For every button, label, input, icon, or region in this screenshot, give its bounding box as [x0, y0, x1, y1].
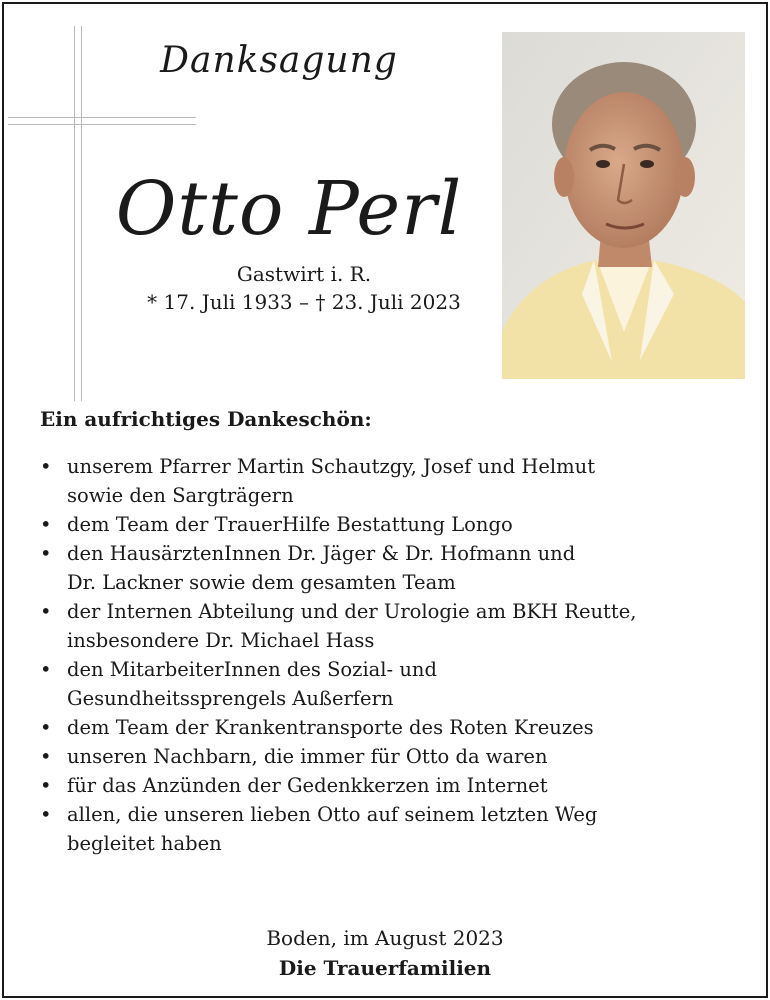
list-item-text: dem Team der Krankentransporte des Roten Kreuzes [67, 716, 594, 739]
list-item [40, 800, 720, 858]
list-item-text: der Internen Abteilung und der Urologie am BKH Reutte, [67, 600, 637, 623]
life-dates: * 17. Juli 1933 – † 23. Juli 2023 [147, 290, 461, 314]
deceased-name: Otto Perl [115, 166, 463, 252]
cross-ornament-horizontal [8, 117, 196, 118]
signature: Die Trauerfamilien [278, 956, 492, 980]
bullet-icon: • [40, 513, 52, 536]
bullet-icon: • [40, 745, 52, 768]
portrait-photo [502, 32, 745, 379]
place-date: Boden, im August 2023 [266, 926, 504, 950]
portrait-illustration [502, 32, 745, 379]
bullet-icon: • [40, 774, 52, 797]
list-item-text: dem Team der TrauerHilfe Bestattung Longo [67, 513, 513, 536]
bullet-icon: • [40, 803, 52, 826]
list-item-text: sowie den Sargträgern [67, 484, 294, 507]
bullet-icon: • [40, 658, 52, 681]
list-item [40, 539, 720, 597]
list-item [40, 452, 720, 510]
page-title: Danksagung [160, 40, 398, 81]
bullet-icon: • [40, 600, 52, 623]
list-item-text: allen, die unseren lieben Otto auf seinem letzten Weg [67, 803, 598, 826]
bullet-icon: • [40, 716, 52, 739]
list-item [40, 771, 720, 800]
list-item [40, 510, 720, 539]
cross-ornament-vertical-2 [81, 26, 82, 401]
list-item-text: insbesondere Dr. Michael Hass [67, 629, 375, 652]
profession: Gastwirt i. R. [236, 262, 372, 286]
list-item-text: den HausärztenInnen Dr. Jäger & Dr. Hofmann und [67, 542, 576, 565]
list-item-text: unseren Nachbarn, die immer für Otto da waren [67, 745, 548, 768]
cross-ornament-vertical [74, 26, 75, 401]
obituary-frame [2, 2, 768, 998]
list-item-text: für das Anzünden der Gedenkkerzen im Internet [67, 774, 548, 797]
cross-ornament-horizontal-2 [8, 124, 196, 125]
list-item-text: den MitarbeiterInnen des Sozial- und [67, 658, 437, 681]
list-item [40, 655, 720, 713]
list-item [40, 742, 720, 771]
thanks-heading: Ein aufrichtiges Dankeschön: [40, 407, 372, 431]
bullet-icon: • [40, 542, 52, 565]
list-item-text: Dr. Lackner sowie dem gesamten Team [67, 571, 456, 594]
list-item-text: begleitet haben [67, 832, 222, 855]
list-item [40, 713, 720, 742]
list-item [40, 597, 720, 655]
bullet-icon: • [40, 455, 52, 478]
list-item-text: Gesundheitssprengels Außerfern [67, 687, 394, 710]
list-item-text: unserem Pfarrer Martin Schautzgy, Josef und Helmut [67, 455, 596, 478]
thanks-list [40, 452, 720, 858]
